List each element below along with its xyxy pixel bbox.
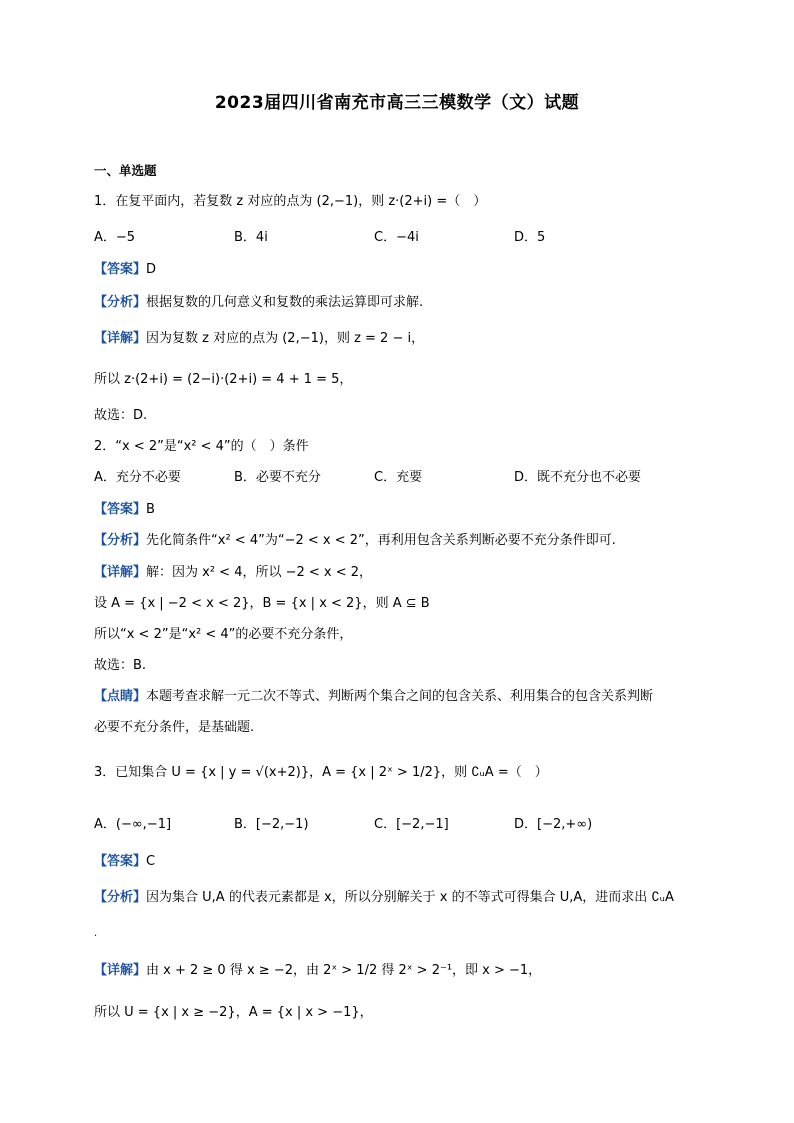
- q2-detail-line-2: 设 A = {x | −2 < x < 2}，B = {x | x < 2}，则 A ⊆ B: [94, 596, 430, 611]
- q3-option-c: C．[−2,−1]: [374, 817, 449, 832]
- q1-options: [94, 229, 714, 247]
- q2-answer: [94, 501, 155, 519]
- q2-analysis-text: 先化简条件“x² < 4”为“−2 < x < 2”，再利用包含关系判断必要不充分条件即可.: [146, 533, 616, 548]
- q3-answer: [94, 853, 155, 871]
- q2-comment-text: 本题考查求解一元二次不等式、判断两个集合之间的包含关系、利用集合的包含关系判断: [146, 689, 654, 704]
- q1-option-a: A．−5: [94, 230, 136, 245]
- q2-comment: [94, 688, 653, 706]
- q2-analysis: [94, 532, 616, 550]
- q2-detail-text: 解：因为 x² < 4，所以 −2 < x < 2，: [146, 565, 373, 580]
- analysis-tag: 【分析】: [94, 533, 147, 548]
- q2-detail: [94, 564, 372, 582]
- q2-stem: 2．“x < 2”是“x² < 4”的（ ）条件: [94, 439, 309, 454]
- q3-stem: 3．已知集合 U = {x | y = √(x+2)}，A = {x | 2ˣ > 1/2}，则 ∁ᵤA =（ ）: [94, 765, 548, 780]
- q1-answer-value: D: [146, 262, 157, 277]
- q2-comment-line-2: 必要不充分条件，是基础题.: [94, 720, 255, 735]
- q3-analysis-text: 因为集合 U,A 的代表元素都是 x，所以分别解关于 x 的不等式可得集合 U,A，进而求出 ∁ᵤA: [146, 890, 674, 905]
- q3-option-b: B．[−2,−1): [234, 817, 309, 832]
- q1-analysis-text: 根据复数的几何意义和复数的乘法运算即可求解.: [146, 295, 424, 310]
- q1-option-c: C．−4i: [374, 230, 419, 245]
- q3-option-a: A．(−∞,−1]: [94, 817, 172, 832]
- q2-conclusion: 故选：B.: [94, 658, 147, 673]
- q3-detail-line-2: 所以 U = {x | x ≥ −2}，A = {x | x > −1}，: [94, 1005, 373, 1020]
- q3-detail-text: 由 x + 2 ≥ 0 得 x ≥ −2，由 2ˣ > 1/2 得 2ˣ > 2⁻¹，即 x > −1，: [146, 963, 542, 978]
- q2-option-b: B．必要不充分: [234, 470, 321, 485]
- comment-tag: 【点睛】: [94, 689, 147, 704]
- q2-detail-line-3: 所以“x < 2”是“x² < 4”的必要不充分条件，: [94, 627, 353, 642]
- q2-option-a: A．充分不必要: [94, 470, 181, 485]
- answer-tag: 【答案】: [94, 854, 147, 869]
- q1-stem: 1．在复平面内，若复数 z 对应的点为 (2,−1)，则 z·(2+i) =（ ）: [94, 194, 487, 209]
- q1-conclusion: 故选：D.: [94, 408, 148, 423]
- q3-analysis-end: .: [94, 928, 98, 939]
- q1-detail-line-2: 所以 z·(2+i) = (2−i)·(2+i) = 4 + 1 = 5，: [94, 372, 353, 387]
- answer-tag: 【答案】: [94, 502, 147, 517]
- q2-option-c: C．充要: [374, 470, 423, 485]
- q1-option-b: B．4i: [234, 230, 268, 245]
- q3-detail: [94, 962, 541, 980]
- section-heading: 一、单选题: [94, 163, 157, 178]
- q3-options: [94, 816, 714, 834]
- q1-option-d: D．5: [514, 230, 546, 245]
- q1-answer: [94, 261, 156, 279]
- analysis-tag: 【分析】: [94, 295, 147, 310]
- q1-detail: [94, 330, 424, 348]
- answer-tag: 【答案】: [94, 262, 147, 277]
- detail-tag: 【详解】: [94, 963, 147, 978]
- q1-detail-text: 因为复数 z 对应的点为 (2,−1)，则 z = 2 − i，: [146, 331, 425, 346]
- q3-answer-value: C: [146, 854, 156, 869]
- q2-option-d: D．既不充分也不必要: [514, 470, 642, 485]
- q3-option-d: D．[−2,+∞): [514, 817, 593, 832]
- q1-analysis: [94, 294, 423, 312]
- analysis-tag: 【分析】: [94, 890, 147, 905]
- document-title: 2023届四川省南充市高三三模数学（文）试题: [214, 93, 580, 113]
- detail-tag: 【详解】: [94, 331, 147, 346]
- q2-answer-value: B: [146, 502, 155, 517]
- q3-analysis: [94, 889, 674, 907]
- q2-options: [94, 469, 714, 487]
- detail-tag: 【详解】: [94, 565, 147, 580]
